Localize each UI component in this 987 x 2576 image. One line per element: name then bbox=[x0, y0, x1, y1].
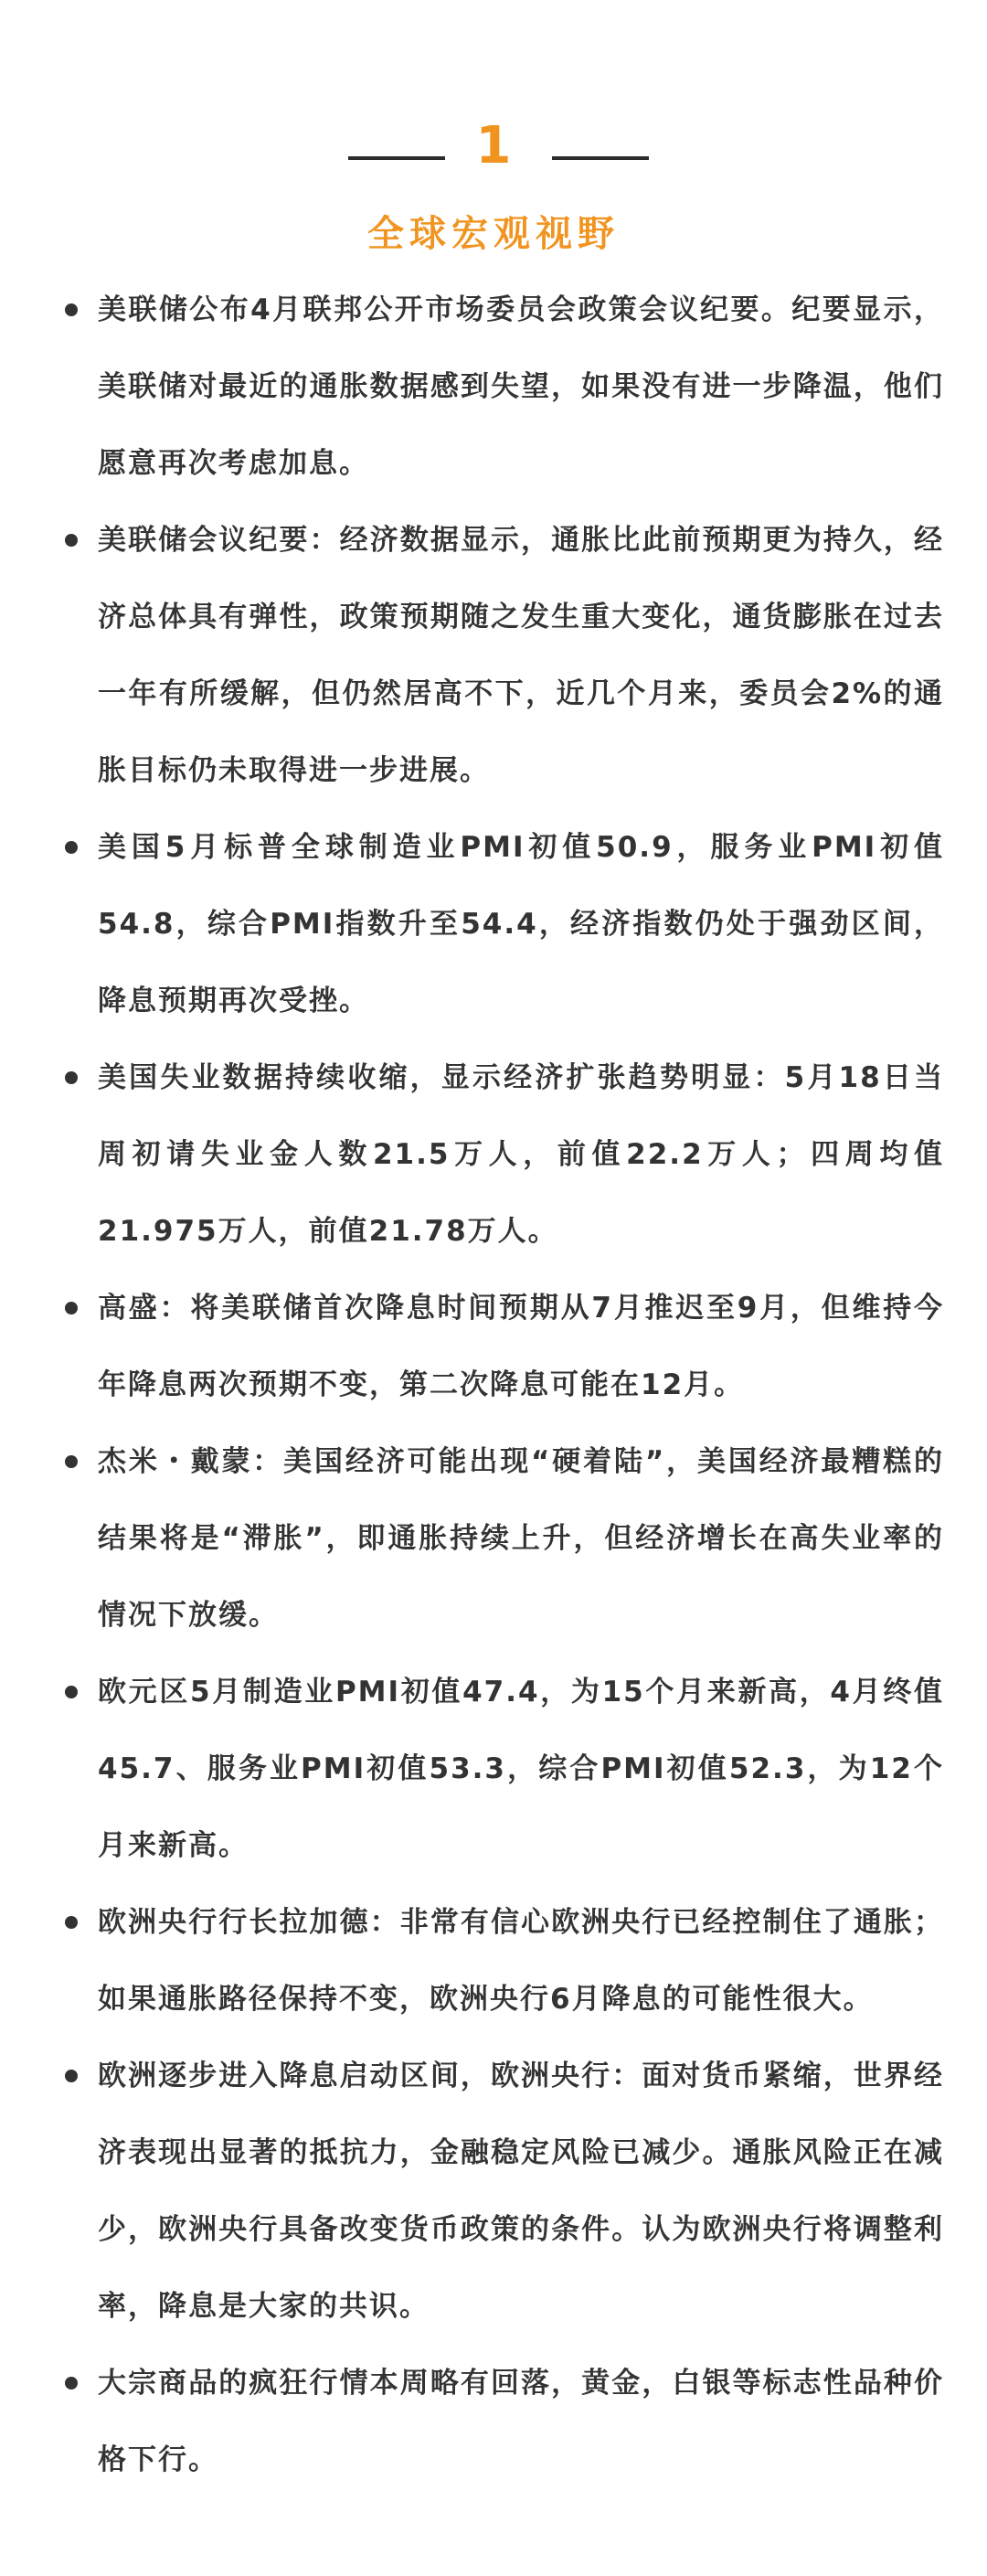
bullet-text: 美国5月标普全球制造业PMI初值50.9，服务业PMI初值54.8，综合PMI指数升至54.4，经济指数仍处于强劲区间，降息预期再次受挫。 bbox=[98, 831, 944, 1017]
bullet-dot-icon bbox=[65, 534, 78, 547]
section-number: 1 bbox=[475, 116, 512, 176]
bullet-dot-icon bbox=[65, 1686, 78, 1698]
bullet-dot-icon bbox=[65, 2070, 78, 2082]
bullet-text: 欧洲逐步进入降息启动区间，欧洲央行：面对货币紧缩，世界经济表现出显著的抵抗力，金融稳定风险已减少。通胀风险正在减少，欧洲央行具备改变货币政策的条件。认为欧洲央行将调整利率，降息是大家的共识。 bbox=[98, 2060, 944, 2323]
bullet-text: 美国失业数据持续收缩，显示经济扩张趋势明显：5月18日当周初请失业金人数21.5万人，前值22.2万人；四周均值21.975万人，前值21.78万人。 bbox=[98, 1061, 944, 1248]
bullet-dot-icon bbox=[65, 2377, 78, 2390]
bullet-item bbox=[0, 809, 987, 1039]
bullet-dot-icon bbox=[65, 841, 78, 854]
bullet-text: 杰米・戴蒙：美国经济可能出现“硬着陆”，美国经济最糟糕的结果将是“滞胀”，即通胀持续上升，但经济增长在高失业率的情况下放缓。 bbox=[98, 1445, 944, 1632]
right-divider-line bbox=[552, 156, 649, 160]
bullet-item bbox=[0, 271, 987, 502]
left-divider-line bbox=[348, 156, 445, 160]
bullet-dot-icon bbox=[65, 1302, 78, 1315]
bullet-item bbox=[0, 502, 987, 809]
news-bullet-list bbox=[0, 271, 987, 2498]
bullet-dot-icon bbox=[65, 1455, 78, 1468]
bullet-item bbox=[0, 2038, 987, 2345]
bullet-item bbox=[0, 1423, 987, 1654]
bullet-dot-icon bbox=[65, 303, 78, 316]
bullet-text: 欧洲央行行长拉加德：非常有信心欧洲央行已经控制住了通胀；如果通胀路径保持不变，欧洲央行6月降息的可能性很大。 bbox=[98, 1906, 944, 2016]
bullet-text: 美联储会议纪要：经济数据显示，通胀比此前预期更为持久，经济总体具有弹性，政策预期随之发生重大变化，通货膨胀在过去一年有所缓解，但仍然居高不下，近几个月来，委员会2%的通胀目标仍未取得进一步进展。 bbox=[98, 524, 944, 787]
bullet-dot-icon bbox=[65, 1071, 78, 1084]
bullet-text: 美联储公布4月联邦公开市场委员会政策会议纪要。纪要显示，美联储对最近的通胀数据感到失望，如果没有进一步降温，他们愿意再次考虑加息。 bbox=[98, 293, 944, 480]
bullet-text: 欧元区5月制造业PMI初值47.4，为15个月来新高，4月终值45.7、服务业PMI初值53.3，综合PMI初值52.3，为12个月来新高。 bbox=[98, 1676, 944, 1862]
section-header bbox=[0, 110, 987, 265]
bullet-item bbox=[0, 1654, 987, 1884]
bullet-dot-icon bbox=[65, 1916, 78, 1929]
bullet-text: 高盛：将美联储首次降息时间预期从7月推迟至9月，但维持今年降息两次预期不变，第二次降息可能在12月。 bbox=[98, 1292, 944, 1401]
bullet-text: 大宗商品的疯狂行情本周略有回落，黄金，白银等标志性品种价格下行。 bbox=[98, 2367, 944, 2476]
bullet-item bbox=[0, 1039, 987, 1270]
section-title: 全球宏观视野 bbox=[367, 213, 620, 255]
bullet-item bbox=[0, 2345, 987, 2498]
bullet-item bbox=[0, 1270, 987, 1423]
bullet-item bbox=[0, 1884, 987, 2038]
